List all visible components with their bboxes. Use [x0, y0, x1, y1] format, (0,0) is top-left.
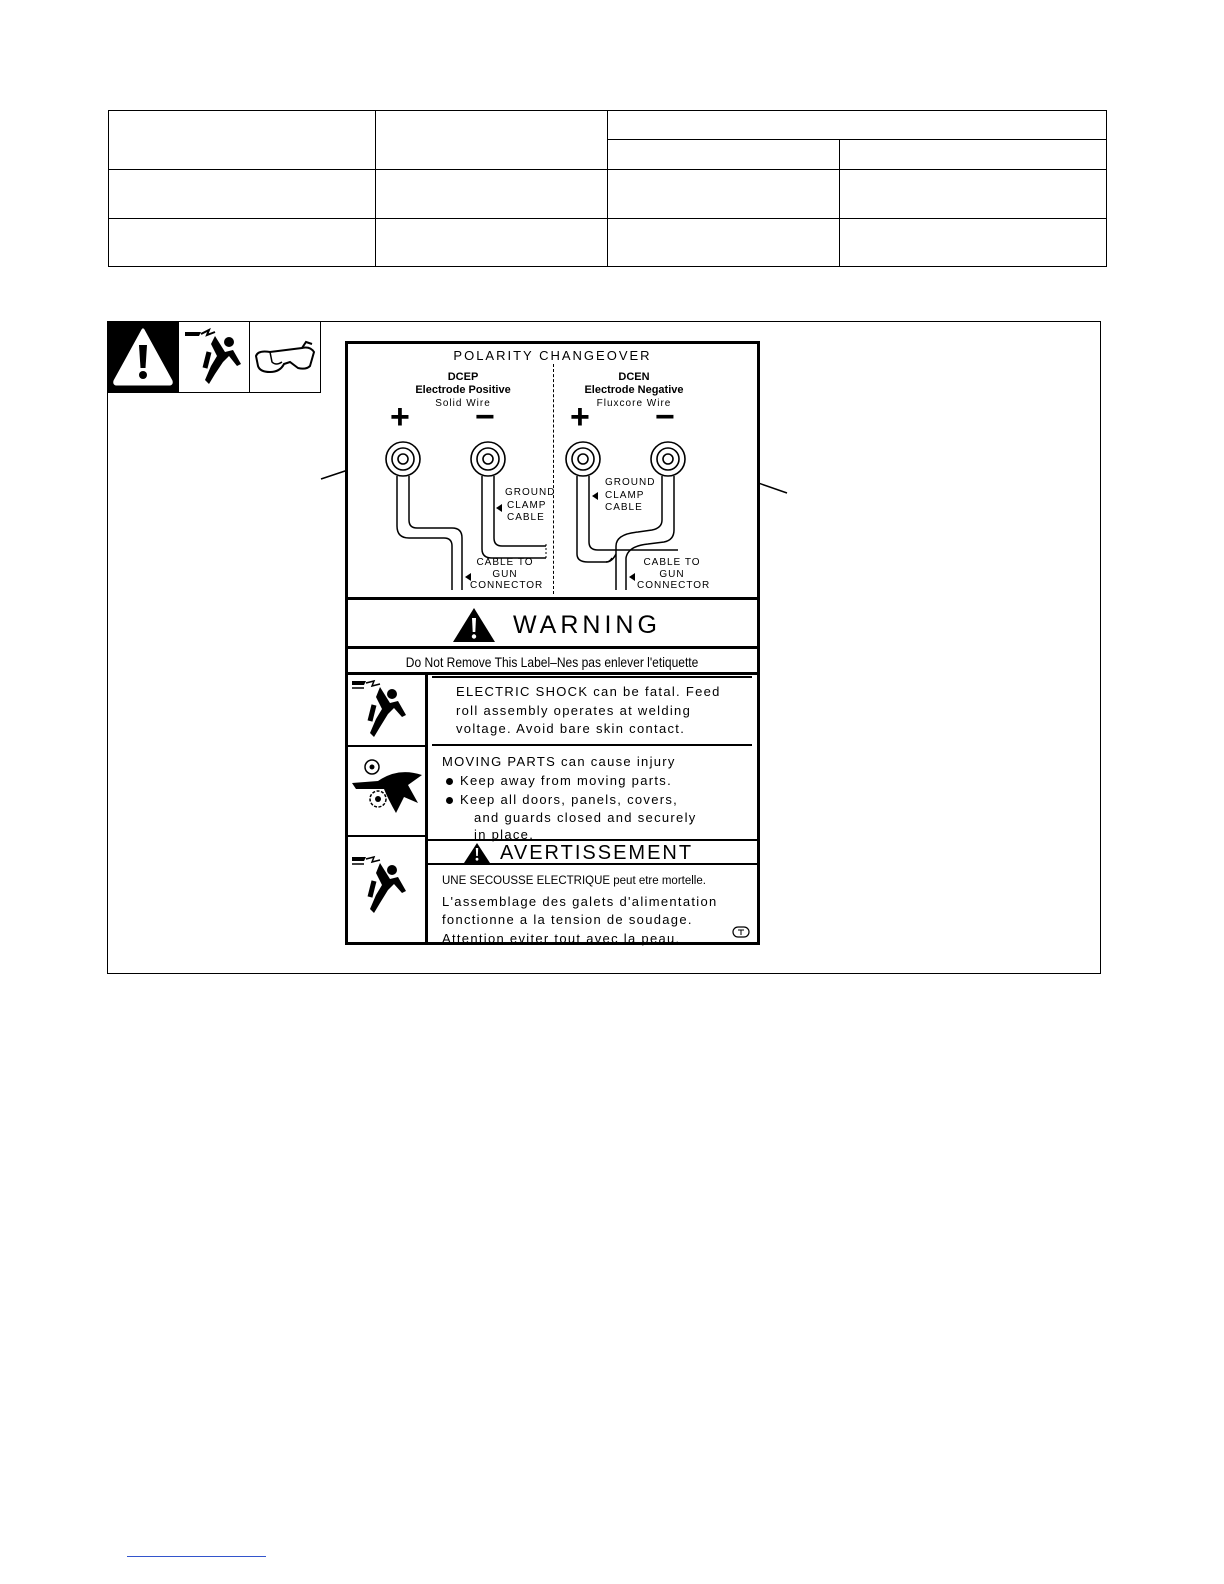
moving-parts-text	[442, 753, 697, 843]
bullet-text: Keep away from moving parts.	[460, 772, 672, 788]
divider	[432, 744, 752, 746]
bullet-text: in place.	[474, 826, 535, 842]
ground-label-line: GROUND	[605, 477, 656, 488]
table-cell	[840, 219, 1107, 267]
ground-label-line: GROUND	[505, 487, 556, 498]
gun-label-line: CABLE TO	[643, 557, 701, 568]
warning-triangle-icon	[464, 843, 490, 863]
text-line: ELECTRIC SHOCK can be fatal. Feed	[456, 684, 721, 699]
polarity-diagram	[348, 344, 757, 596]
moving-heading: MOVING PARTS can cause injury	[442, 754, 676, 769]
text-line: roll assembly operates at welding	[456, 702, 692, 718]
table-cell	[608, 111, 1107, 140]
text-line: fonctionne a la tension de soudage.	[442, 912, 693, 927]
polarity-title: POLARITY CHANGEOVER	[453, 348, 652, 363]
dcen-wire: Fluxcore Wire	[596, 398, 672, 409]
safety-glasses-icon	[250, 321, 321, 393]
text-line: L'assemblage des galets d'alimentation	[442, 893, 718, 909]
dcen-gun-label	[637, 557, 711, 592]
ground-label-line: CABLE	[605, 502, 643, 513]
text-line: UNE SECOUSSE ELECTRIQUE peut etre mortelle.	[442, 875, 706, 887]
electric-shock-icon	[348, 675, 425, 747]
ground-label-line: CLAMP	[507, 499, 547, 511]
table-cell	[376, 170, 608, 219]
text-line: Attention eviter tout avec la peau.	[442, 930, 681, 946]
gun-label-line: CONNECTOR	[637, 580, 711, 591]
polarity-warning-label	[345, 341, 760, 945]
dcep-plus-sign: +	[390, 398, 410, 436]
electric-shock-text	[456, 683, 721, 739]
table-cell	[840, 140, 1107, 170]
dcen-ground-label	[605, 477, 655, 515]
avertissement-heading: AVERTISSEMENT	[500, 842, 694, 864]
warning-triangle-icon	[452, 607, 496, 643]
gun-label-line: GUN	[659, 568, 685, 580]
dcen-name: Electrode Negative	[584, 384, 684, 396]
footer-link-underline[interactable]	[127, 1556, 266, 1557]
dcep-ground-label	[505, 487, 555, 525]
divider	[432, 676, 752, 678]
table-cell	[608, 219, 840, 267]
do-not-remove-notice	[348, 653, 757, 675]
logo-mark-icon	[732, 926, 750, 938]
dcep-minus-sign: −	[475, 398, 495, 436]
electric-shock-icon	[179, 321, 250, 393]
table-row	[109, 111, 1107, 140]
table-cell	[840, 170, 1107, 219]
dcen-minus-sign: −	[655, 398, 675, 436]
gun-label-line: GUN	[492, 568, 518, 580]
dcep-code: DCEP	[447, 371, 479, 383]
bullet-text: and guards closed and securely	[474, 809, 697, 825]
table-cell	[376, 111, 608, 170]
dcep-name: Electrode Positive	[415, 384, 511, 396]
electric-shock-icon	[348, 837, 425, 942]
bullet-text: Keep all doors, panels, covers,	[460, 792, 679, 807]
ground-label-line: CABLE	[507, 512, 545, 523]
hazard-symbols	[107, 321, 321, 393]
ground-label-line: CLAMP	[605, 489, 645, 501]
info-table	[108, 110, 1107, 267]
moving-parts-icon	[348, 747, 425, 837]
bullet-item	[442, 791, 697, 810]
dcep-wire: Solid Wire	[435, 398, 491, 409]
warning-heading: WARNING	[513, 611, 661, 639]
gun-label-line: CONNECTOR	[470, 580, 544, 591]
table-cell	[109, 170, 376, 219]
avertissement-banner	[428, 839, 757, 865]
french-shock-text	[442, 872, 718, 948]
warning-banner	[348, 597, 757, 649]
bullet-icon	[446, 778, 453, 785]
table-cell	[376, 219, 608, 267]
bullet-icon	[446, 797, 453, 804]
gun-label-line: CABLE TO	[476, 557, 534, 568]
table-cell	[608, 140, 840, 170]
table-row	[109, 170, 1107, 219]
table-cell	[109, 219, 376, 267]
hazard-icon-column	[348, 675, 428, 942]
table-cell	[109, 111, 376, 170]
table-cell	[608, 170, 840, 219]
table-row	[109, 219, 1107, 267]
dcen-plus-sign: +	[570, 398, 590, 436]
bullet-item	[442, 772, 697, 791]
dcen-code: DCEN	[618, 371, 650, 383]
do-not-remove-text: Do Not Remove This Label–Nes pas enlever l'etiquette	[406, 654, 699, 670]
text-line: voltage. Avoid bare skin contact.	[456, 721, 686, 736]
dcep-gun-label	[470, 557, 544, 592]
warning-triangle-icon	[107, 321, 179, 393]
